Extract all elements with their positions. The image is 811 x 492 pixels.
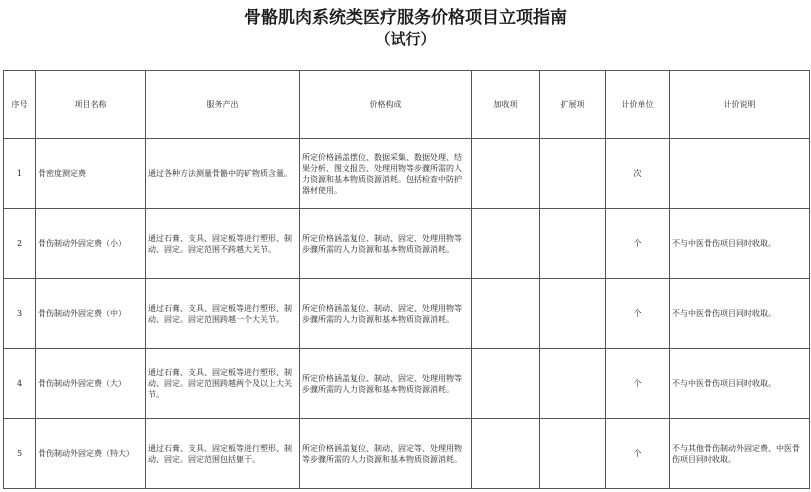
cell-no: 2: [4, 209, 36, 279]
document-title: 骨骼肌肉系统类医疗服务价格项目立项指南: [244, 8, 567, 28]
header-no: 序号: [4, 71, 36, 139]
cell-surcharge: [472, 419, 540, 489]
cell-note: 不与中医骨伤项目同时收取。: [670, 279, 810, 349]
cell-output: 通过石膏、支具、固定板等进行塑形、制动、固定。固定范围包括躯干。: [146, 419, 300, 489]
cell-surcharge: [472, 139, 540, 209]
cell-note: 不与中医骨伤项目同时收取。: [670, 349, 810, 419]
table-row: [4, 349, 810, 419]
cell-surcharge: [472, 349, 540, 419]
cell-name: 骨伤制动外固定费（小）: [36, 209, 146, 279]
cell-no: 1: [4, 139, 36, 209]
cell-price: 所定价格涵盖复位、制动、固定等、处理用物等步骤所需的人力资源和基本物质资源消耗。: [300, 419, 472, 489]
cell-note: 不与其他骨伤制动外固定费、中医骨伤项目同时收取。: [670, 419, 810, 489]
document-subtitle: （试行）: [375, 30, 436, 48]
header-output: 服务产出: [146, 71, 300, 139]
cell-extension: [540, 419, 606, 489]
header-unit: 计价单位: [606, 71, 670, 139]
cell-extension: [540, 279, 606, 349]
cell-output: 通过各种方法测量骨骼中的矿物质含量。: [146, 139, 300, 209]
header-price: 价格构成: [300, 71, 472, 139]
table-row: [4, 279, 810, 349]
header-surcharge: 加收项: [472, 71, 540, 139]
cell-name: 骨伤制动外固定费（大）: [36, 349, 146, 419]
cell-price: 所定价格涵盖复位、制动、固定、处理用物等步骤所需的人力资源和基本物质资源消耗。: [300, 349, 472, 419]
cell-no: 4: [4, 349, 36, 419]
cell-unit: 个: [606, 349, 670, 419]
header-name: 项目名称: [36, 71, 146, 139]
cell-name: 骨密度测定费: [36, 139, 146, 209]
table-header-row: [4, 71, 810, 139]
cell-price: 所定价格涵盖复位、制动、固定、处理用物等步骤所需的人力资源和基本物质资源消耗。: [300, 209, 472, 279]
cell-extension: [540, 139, 606, 209]
cell-price: 所定价格涵盖复位、制动、固定、处理用物等步骤所需的人力资源和基本物质资源消耗。: [300, 279, 472, 349]
cell-name: 骨伤制动外固定费（特大）: [36, 419, 146, 489]
cell-surcharge: [472, 279, 540, 349]
table-row: [4, 139, 810, 209]
cell-unit: 个: [606, 279, 670, 349]
cell-output: 通过石膏、支具、固定板等进行塑形、制动、固定。固定范围跨越一个大关节。: [146, 279, 300, 349]
cell-price: 所定价格涵盖摆位、数据采集、数据处理、结果分析、图文报告、处理用物等步骤所需的人力资源和基本物质资源消耗。包括检查中防护器材使用。: [300, 139, 472, 209]
header-extension: 扩展项: [540, 71, 606, 139]
table-row: [4, 419, 810, 489]
cell-unit: 次: [606, 139, 670, 209]
header-note: 计价说明: [670, 71, 810, 139]
pricing-table: [3, 70, 810, 489]
cell-extension: [540, 209, 606, 279]
cell-extension: [540, 349, 606, 419]
table-row: [4, 209, 810, 279]
cell-name: 骨伤制动外固定费（中）: [36, 279, 146, 349]
cell-output: 通过石膏、支具、固定板等进行塑形、制动、固定。固定范围不跨越大关节。: [146, 209, 300, 279]
cell-no: 5: [4, 419, 36, 489]
cell-unit: 个: [606, 209, 670, 279]
cell-no: 3: [4, 279, 36, 349]
cell-unit: 个: [606, 419, 670, 489]
cell-note: [670, 139, 810, 209]
cell-surcharge: [472, 209, 540, 279]
cell-note: 不与中医骨伤项目同时收取。: [670, 209, 810, 279]
cell-output: 通过石膏、支具、固定板等进行塑形、制动、固定。固定范围跨越两个及以上大关节。: [146, 349, 300, 419]
